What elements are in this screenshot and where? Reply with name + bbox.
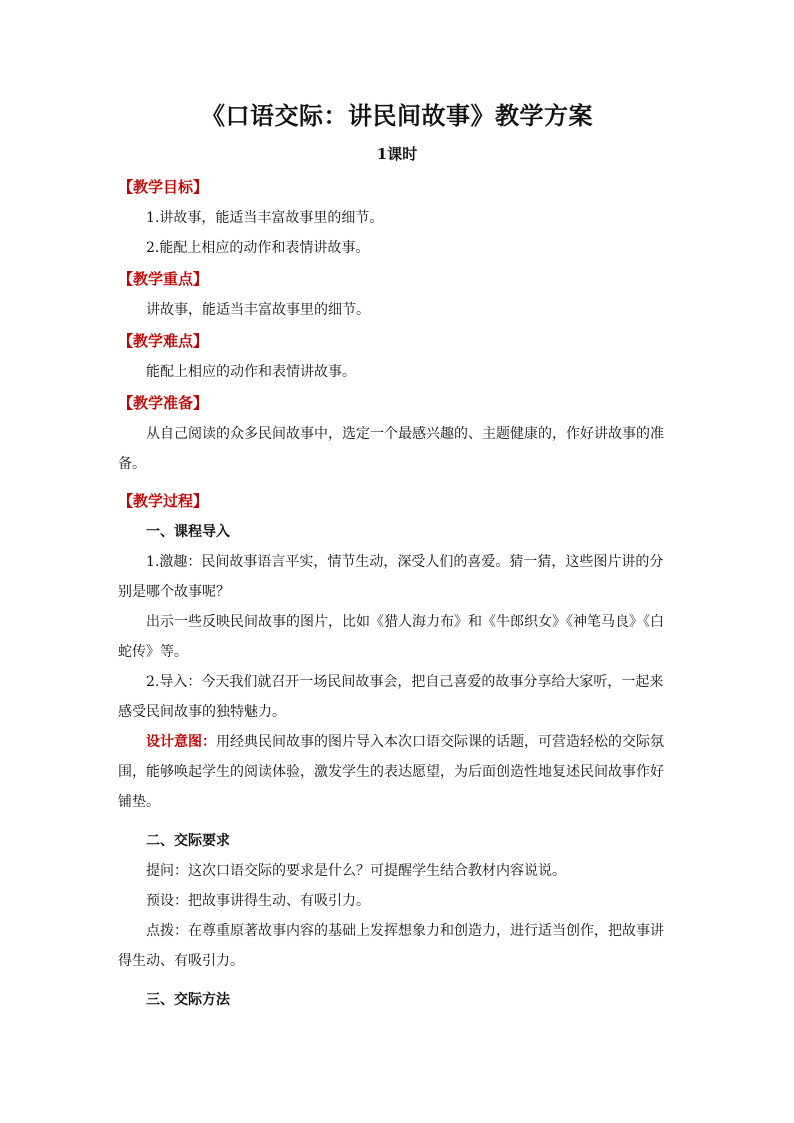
section-title-intro: 一、课程导入 <box>146 524 230 540</box>
objectives-heading: 【教学目标】 <box>118 178 209 196</box>
document-body <box>118 171 666 1015</box>
requirements-paragraph-1: 提问：这次口语交际的要求是什么？可提醒学生结合教材内容说说。 <box>146 863 566 879</box>
process-heading: 【教学过程】 <box>118 492 209 510</box>
section-title-requirements: 二、交际要求 <box>146 833 230 849</box>
design-intent-paragraph <box>118 727 666 817</box>
intro-paragraph-3: 2.导入：今天我们就召开一场民间故事会，把自己喜爱的故事分享给大家听，一起来感受民间故事的独特魅力。 <box>118 674 664 720</box>
difficulties-text: 能配上相应的动作和表情讲故事。 <box>146 364 356 380</box>
objective-item: 1.讲故事，能适当丰富故事里的细节。 <box>146 210 384 226</box>
intro-paragraph-2: 出示一些反映民间故事的图片，比如《猎人海力布》和《牛郎织女》《神笔马良》《白蛇传》等。 <box>118 614 664 660</box>
intro-paragraph-1: 1.激趣：民间故事语言平实，情节生动，深受人们的喜爱。猜一猜，这些图片讲的分别是哪个故事呢？ <box>118 554 664 600</box>
requirements-paragraph-3: 点拨：在尊重原著故事内容的基础上发挥想象力和创造力，进行适当创作，把故事讲得生动、有吸引力。 <box>118 923 664 969</box>
difficulties-heading: 【教学难点】 <box>118 332 209 350</box>
document-subtitle: 1课时 <box>376 145 418 163</box>
design-intent-label: 设计意图： <box>146 734 216 750</box>
key-points-heading: 【教学重点】 <box>118 270 209 288</box>
key-points-text: 讲故事，能适当丰富故事里的细节。 <box>146 302 370 318</box>
objective-item: 2.能配上相应的动作和表情讲故事。 <box>146 240 370 256</box>
design-intent-text: 用经典民间故事的图片导入本次口语交际课的话题，可营造轻松的交际氛围，能够唤起学生的阅读体验，激发学生的表达愿望，为后面创造性地复述民间故事作好铺垫。 <box>118 734 664 810</box>
preparation-text: 从自己阅读的众多民间故事中，选定一个最感兴趣的、主题健康的，作好讲故事的准备。 <box>118 426 664 472</box>
section-title-methods: 三、交际方法 <box>146 992 230 1008</box>
preparation-heading: 【教学准备】 <box>118 394 209 412</box>
document-title: 《口语交际：讲民间故事》教学方案 <box>201 101 593 130</box>
requirements-paragraph-2: 预设：把故事讲得生动、有吸引力。 <box>146 893 370 909</box>
